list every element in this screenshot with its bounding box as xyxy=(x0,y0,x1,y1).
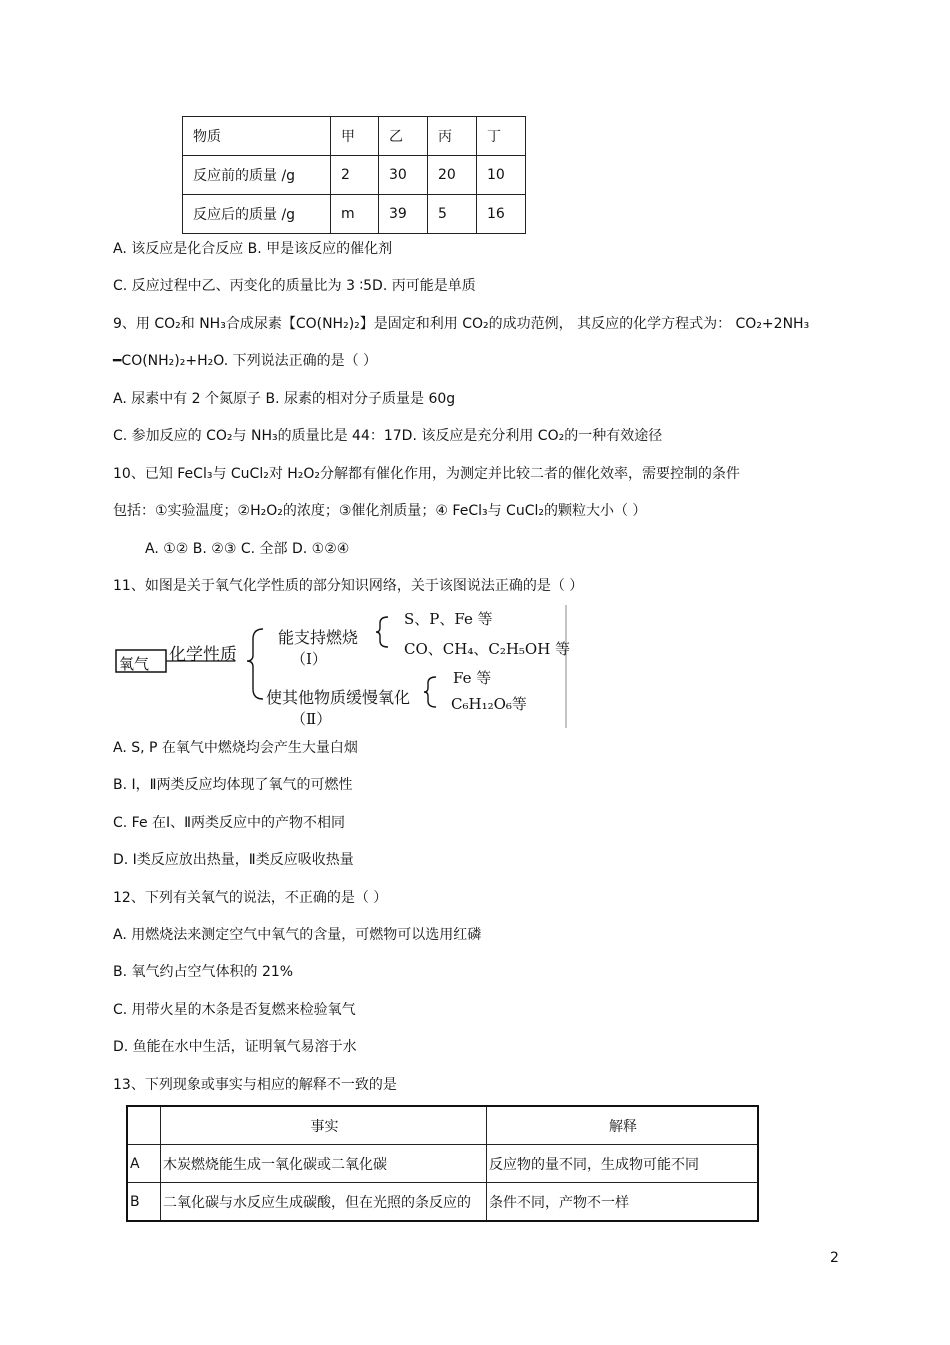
combustion-example-2: CO、CH₄、C₂H₅OH 等 xyxy=(404,640,571,658)
oxidation-example-2: C₆H₁₂O₆等 xyxy=(451,695,527,713)
q12-option-a: A. 用燃烧法来测定空气中氧气的含量，可燃物可以选用红磷 xyxy=(113,927,482,943)
table-cell: 条件不同，产物不一样 xyxy=(487,1183,759,1222)
table-cell: 丙 xyxy=(428,117,477,156)
table-cell: 2 xyxy=(331,156,379,195)
oxygen-knowledge-diagram xyxy=(113,603,573,730)
table-cell: 二氧化碳与水反应生成碳酸，但在光照的条反应的 xyxy=(161,1183,487,1222)
table-cell: 物质 xyxy=(183,117,331,156)
table-cell: 反应后的质量 /g xyxy=(183,195,331,234)
table-cell: 乙 xyxy=(379,117,428,156)
q11-stem: 11、如图是关于氧气化学性质的部分知识网络，关于该图说法正确的是（ ） xyxy=(113,578,584,594)
brace-burning xyxy=(376,617,388,647)
table-cell: 甲 xyxy=(331,117,379,156)
table-cell: 10 xyxy=(477,156,526,195)
table-cell: 39 xyxy=(379,195,428,234)
table-cell: 反应前的质量 /g xyxy=(183,156,331,195)
support-combustion-label: 能支持燃烧 xyxy=(278,628,359,647)
fact-explanation-table xyxy=(126,1105,759,1222)
q9-stem-line-2: ━CO(NH₂)₂+H₂O. 下列说法正确的是（ ） xyxy=(113,353,378,369)
q10-stem-line-2: 包括：①实验温度；②H₂O₂的浓度；③催化剂质量；④ FeCl₃与 CuCl₂的颗粒大小（ ） xyxy=(113,503,647,519)
table-cell: 木炭燃烧能生成一氧化碳或二氧化碳 xyxy=(161,1145,487,1183)
table-cell: 事实 xyxy=(161,1106,487,1145)
table-row xyxy=(127,1145,758,1183)
main-brace xyxy=(247,629,263,699)
brace-oxidation xyxy=(424,677,436,707)
q10-stem-line-1: 10、已知 FeCl₃与 CuCl₂对 H₂O₂分解都有催化作用，为测定并比较二者的催化效率，需要控制的条件 xyxy=(113,466,741,482)
q11-option-c: C. Fe 在Ⅰ、Ⅱ两类反应中的产物不相同 xyxy=(113,815,346,831)
q12-option-c: C. 用带火星的木条是否复燃来检验氧气 xyxy=(113,1002,356,1018)
table-row xyxy=(183,156,526,195)
q12-stem: 12、下列有关氧气的说法，不正确的是（ ） xyxy=(113,890,388,906)
table-row xyxy=(183,195,526,234)
table-header-row xyxy=(127,1106,758,1145)
table-cell: 反应物的量不同，生成物可能不同 xyxy=(487,1145,759,1183)
category-ii-label: （Ⅱ） xyxy=(291,710,332,728)
chem-property-label: 化学性质 xyxy=(169,645,237,665)
table-cell xyxy=(127,1106,161,1145)
table-cell: A xyxy=(127,1145,161,1183)
table-cell: m xyxy=(331,195,379,234)
q9-stem-line-1: 9、用 CO₂和 NH₃合成尿素【CO(NH₂)₂】是固定和利用 CO₂的成功范例， 其反应的化学方程式为： CO₂+2NH₃ xyxy=(113,316,810,332)
q11-option-b: B. Ⅰ，Ⅱ两类反应均体现了氧气的可燃性 xyxy=(113,777,353,793)
table-row xyxy=(127,1183,758,1222)
oxygen-label: 氧气 xyxy=(119,655,150,673)
q8-options-line-1: A. 该反应是化合反应 B. 甲是该反应的催化剂 xyxy=(113,241,393,257)
oxidation-example-1: Fe 等 xyxy=(453,669,492,687)
q13-stem: 13、下列现象或事实与相应的解释不一致的是 xyxy=(113,1077,397,1093)
q9-option-line-2: C. 参加反应的 CO₂与 NH₃的质量比是 44：17D. 该反应是充分利用 CO₂的一种有效途径 xyxy=(113,428,663,444)
category-i-label: （Ⅰ） xyxy=(291,650,327,668)
q10-options: A. ①② B. ②③ C. 全部 D. ①②④ xyxy=(145,541,350,557)
table-cell: 16 xyxy=(477,195,526,234)
combustion-example-1: S、P、Fe 等 xyxy=(404,610,493,628)
q12-option-d: D. 鱼能在水中生活，证明氧气易溶于水 xyxy=(113,1039,357,1055)
page-number: 2 xyxy=(830,1250,839,1266)
q11-option-d: D. Ⅰ类反应放出热量，Ⅱ类反应吸收热量 xyxy=(113,852,354,868)
mass-table xyxy=(182,116,526,234)
table-cell: 30 xyxy=(379,156,428,195)
table-cell: B xyxy=(127,1183,161,1222)
slow-oxidation-label: 使其他物质缓慢氧化 xyxy=(266,688,411,707)
q11-option-a: A. S, P 在氧气中燃烧均会产生大量白烟 xyxy=(113,740,358,756)
q9-option-line-1: A. 尿素中有 2 个氮原子 B. 尿素的相对分子质量是 60g xyxy=(113,391,456,407)
table-header-row xyxy=(183,117,526,156)
table-cell: 解释 xyxy=(487,1106,759,1145)
q12-option-b: B. 氧气约占空气体积的 21% xyxy=(113,964,294,980)
table-cell: 5 xyxy=(428,195,477,234)
table-cell: 20 xyxy=(428,156,477,195)
table-cell: 丁 xyxy=(477,117,526,156)
q8-options-line-2: C. 反应过程中乙、丙变化的质量比为 3 ∶5D. 丙可能是单质 xyxy=(113,278,476,294)
